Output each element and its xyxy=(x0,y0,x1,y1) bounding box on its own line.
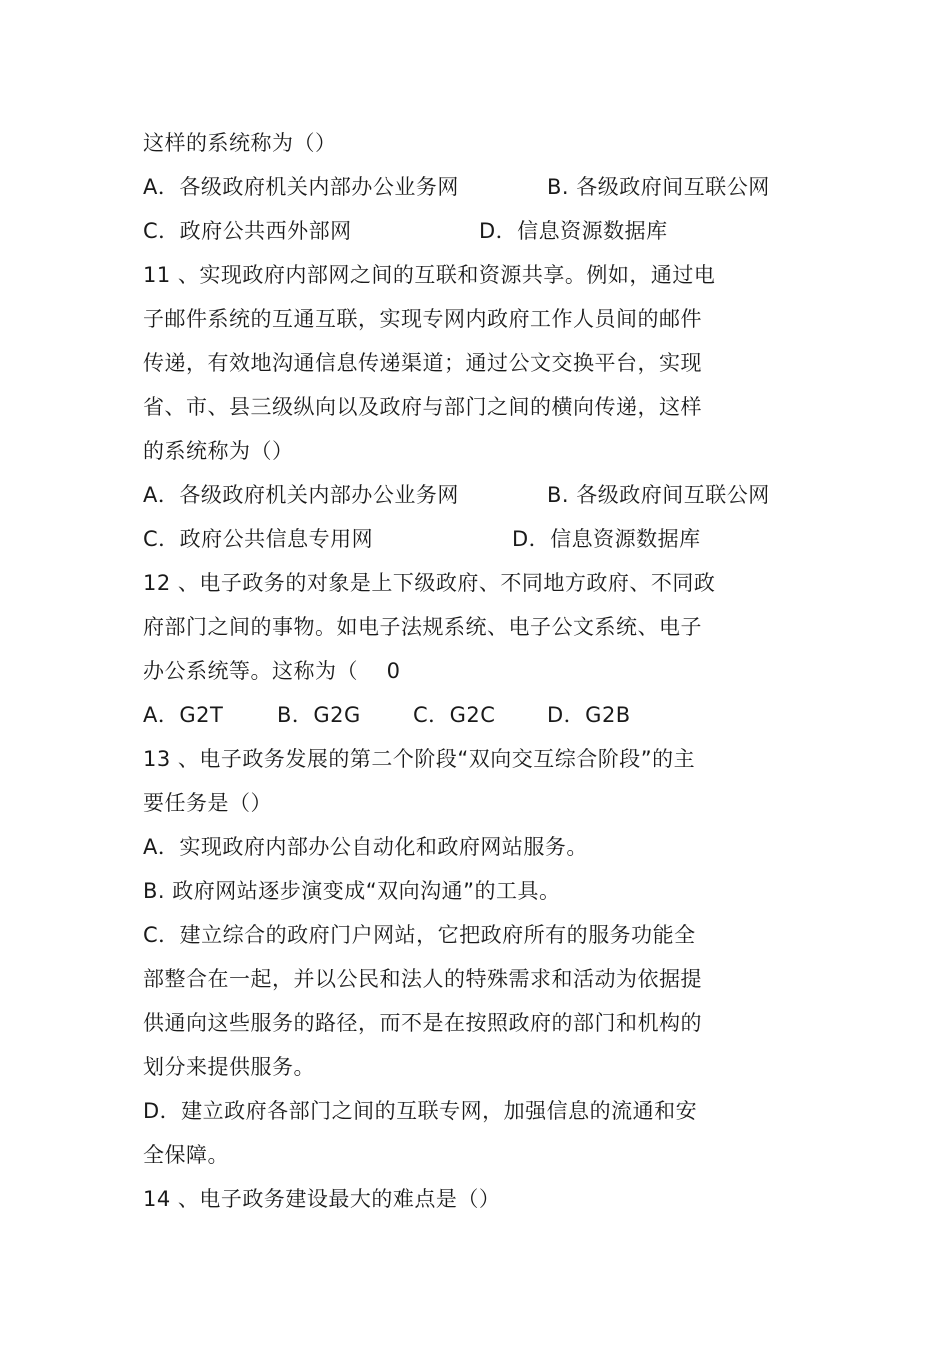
question-11-stem-line-2: 子邮件系统的互通互联，实现专网内政府工作人员间的邮件 xyxy=(143,307,702,331)
question-12-option-a: A．G2T xyxy=(143,703,224,727)
question-11-stem-line-3: 传递，有效地沟通信息传递渠道；通过公文交换平台，实现 xyxy=(143,351,702,375)
question-13-option-c-line-3: 供通向这些服务的路径，而不是在按照政府的部门和机构的 xyxy=(143,1011,702,1035)
question-13-option-c-line-4: 划分来提供服务。 xyxy=(143,1055,315,1079)
question-11-option-a: A．各级政府机关内部办公业务网 xyxy=(143,483,459,507)
question-11-option-c: C．政府公共信息专用网 xyxy=(143,527,374,551)
question-11-stem-line-1: 11 、实现政府内部网之间的互联和资源共享。例如，通过电 xyxy=(143,263,716,287)
question-11-stem-line-4: 省、市、县三级纵向以及政府与部门之间的横向传递，这样 xyxy=(143,395,702,419)
question-13-option-a: A．实现政府内部办公自动化和政府网站服务。 xyxy=(143,835,588,859)
question-14-stem: 14 、电子政务建设最大的难点是（） xyxy=(143,1187,501,1211)
question-12-option-c: C．G2C xyxy=(413,703,496,727)
question-10-option-d: D．信息资源数据库 xyxy=(479,219,668,243)
question-10-option-c: C．政府公共西外部网 xyxy=(143,219,352,243)
question-10-option-b: B. 各级政府间互联公网 xyxy=(547,175,770,199)
question-12-stem-line-2: 府部门之间的事物。如电子法规系统、电子公文系统、电子 xyxy=(143,615,702,639)
question-13-stem-line-1: 13 、电子政务发展的第二个阶段“双向交互综合阶段”的主 xyxy=(143,747,696,771)
question-13-option-b: B. 政府网站逐步演变成“双向沟通”的工具。 xyxy=(143,879,561,903)
question-13-option-c-line-1: C．建立综合的政府门户网站，它把政府所有的服务功能全 xyxy=(143,923,696,947)
question-13-option-c-line-2: 部整合在一起，并以公民和法人的特殊需求和活动为依据提 xyxy=(143,967,702,991)
question-11-option-b: B. 各级政府间互联公网 xyxy=(547,483,770,507)
question-11-option-d: D．信息资源数据库 xyxy=(512,527,701,551)
question-10-stem: 这样的系统称为（） xyxy=(143,131,337,155)
question-13-stem-line-2: 要任务是（） xyxy=(143,791,272,815)
question-12-stem-line-3: 办公系统等。这称为（ 0 xyxy=(143,659,401,683)
question-10-option-a: A．各级政府机关内部办公业务网 xyxy=(143,175,459,199)
question-12-stem-line-1: 12 、电子政务的对象是上下级政府、不同地方政府、不同政 xyxy=(143,571,716,595)
question-13-option-d-line-1: D．建立政府各部门之间的互联专网，加强信息的流通和安 xyxy=(143,1099,698,1123)
question-12-option-d: D．G2B xyxy=(547,703,631,727)
question-12-option-b: B．G2G xyxy=(277,703,361,727)
question-11-stem-line-5: 的系统称为（） xyxy=(143,439,294,463)
question-13-option-d-line-2: 全保障。 xyxy=(143,1143,229,1167)
